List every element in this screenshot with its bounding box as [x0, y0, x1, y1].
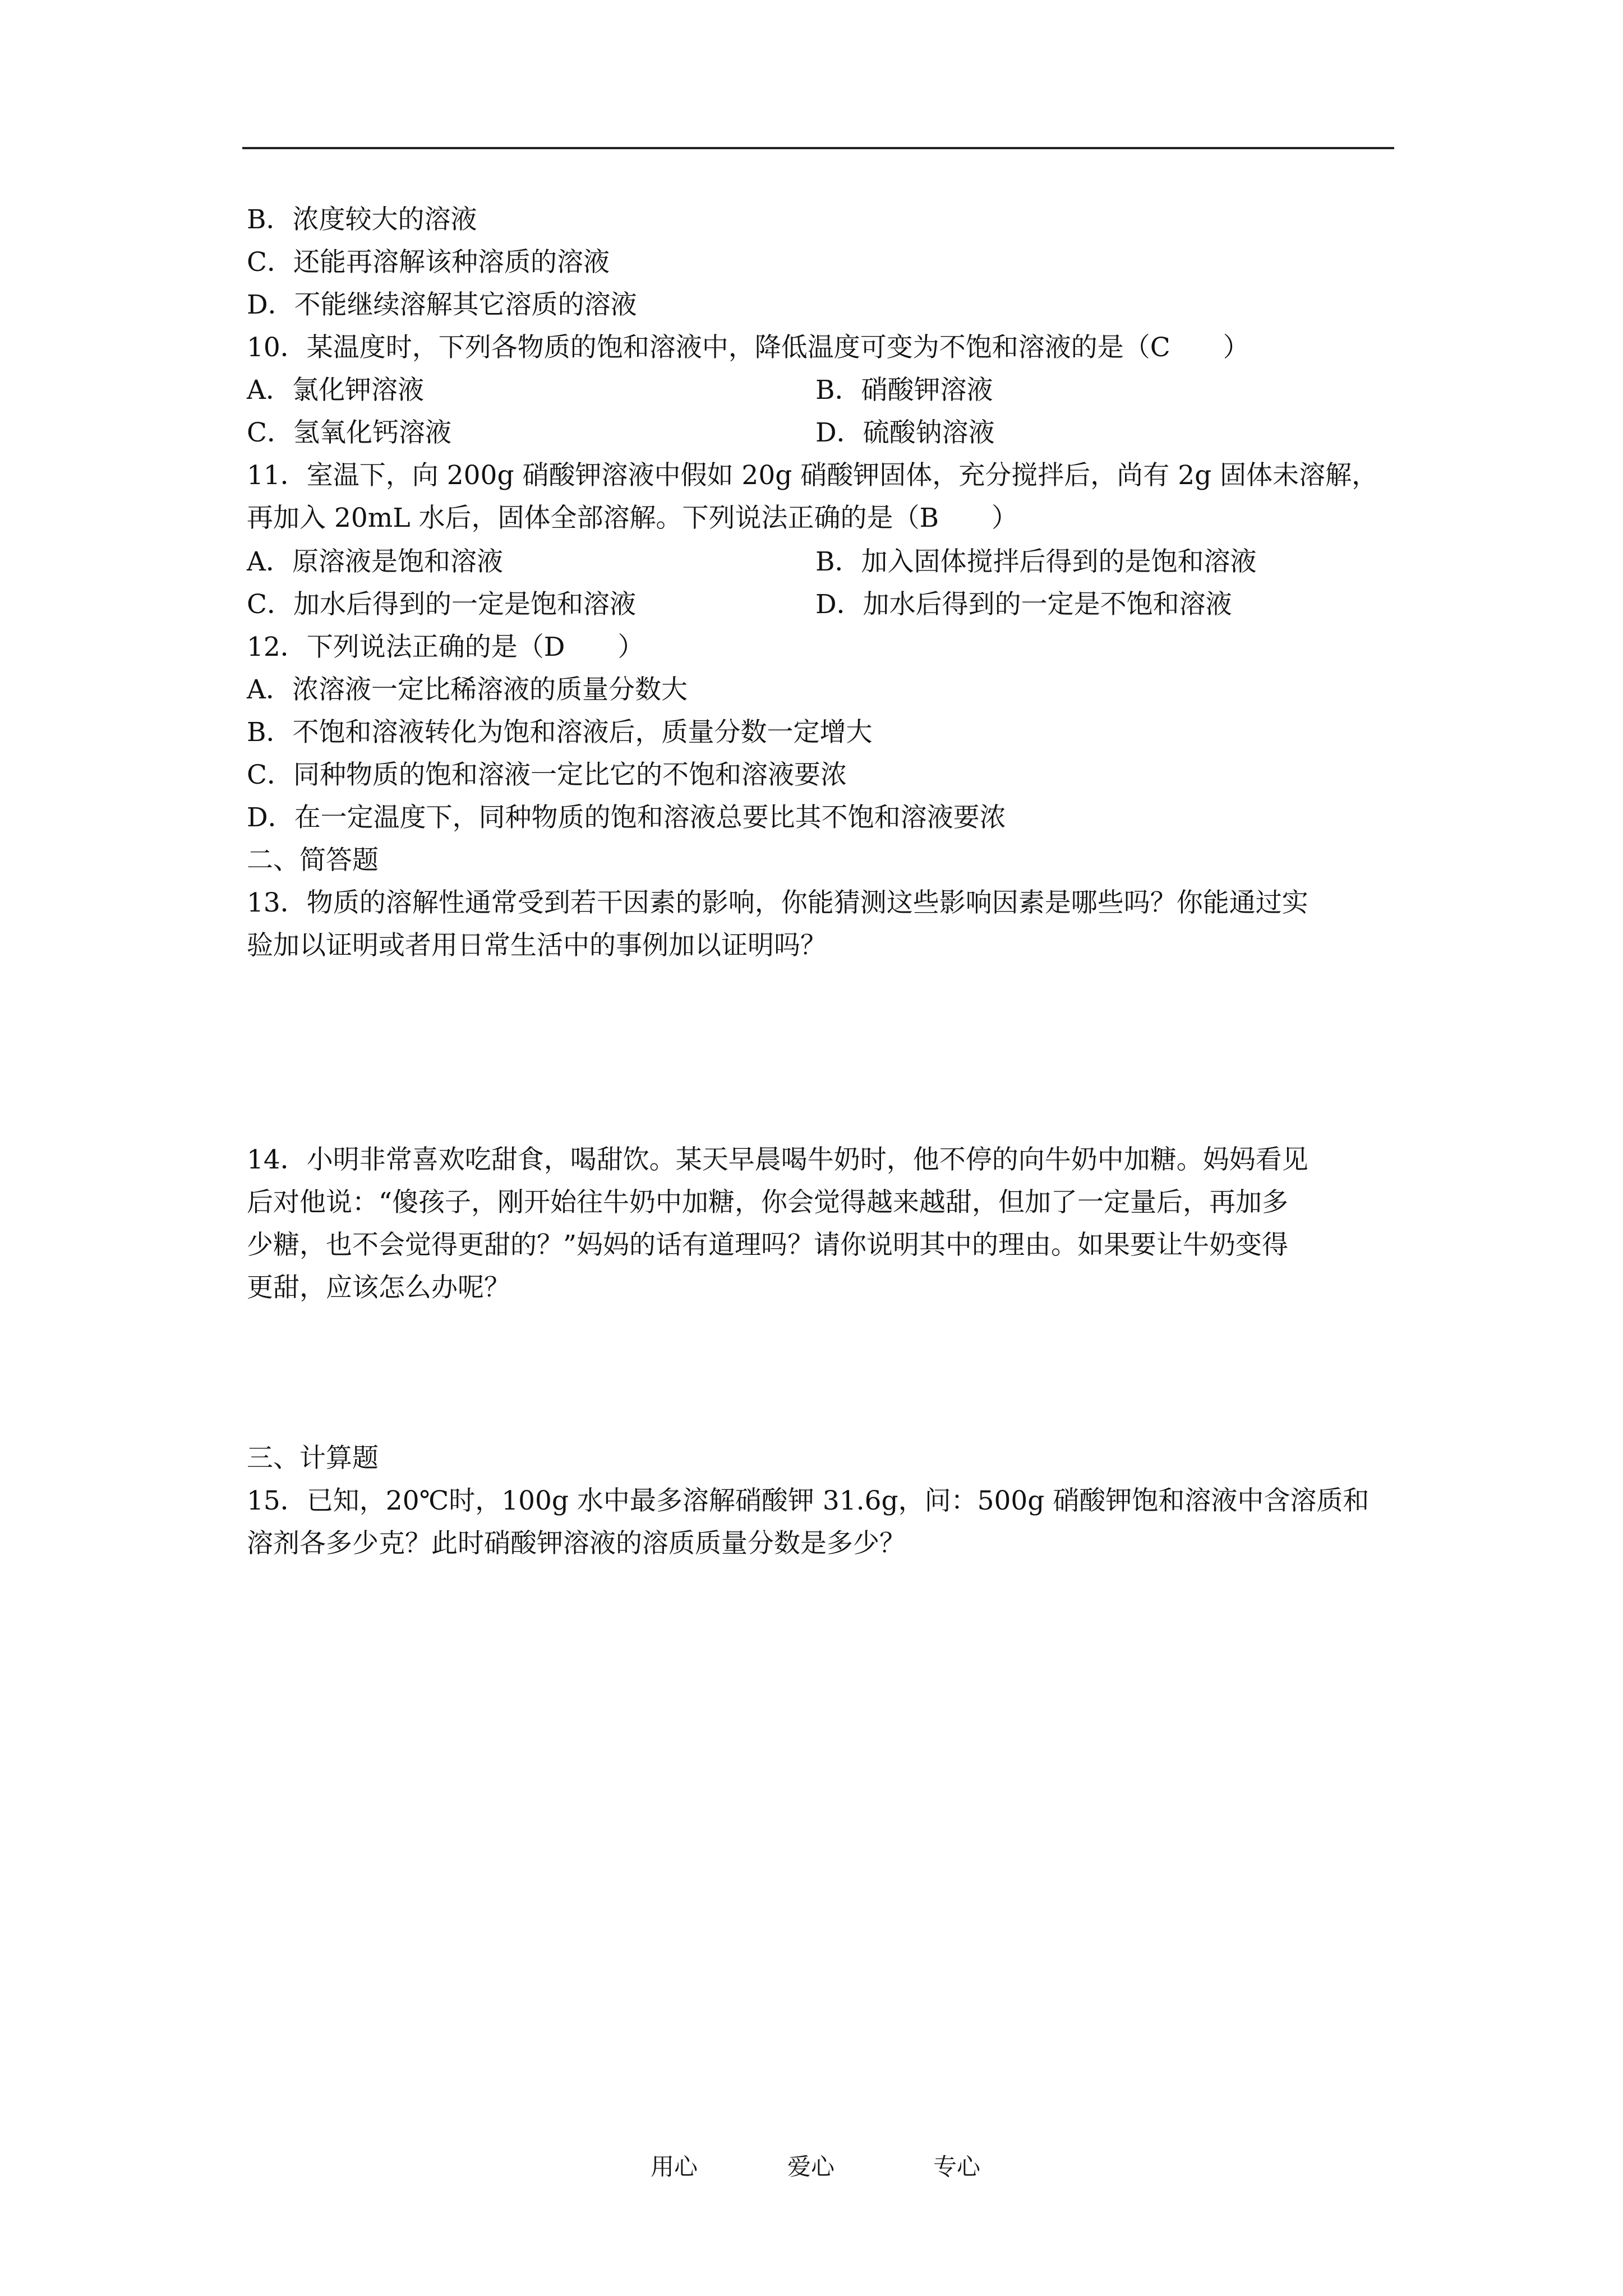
q9-option-c: C．还能再溶解该种溶质的溶液 [247, 247, 610, 278]
q14-line4: 更甜，应该怎么办呢？ [247, 1272, 510, 1303]
q9-option-d: D．不能继续溶解其它溶质的溶液 [247, 289, 637, 320]
q11-option-c: C．加水后得到的一定是饱和溶液 [247, 589, 636, 620]
section-title-calculation: 三、计算题 [247, 1443, 379, 1474]
q10-option-a: A．氯化钾溶液 [247, 375, 424, 406]
footer-item-1: 用心 [651, 2153, 698, 2180]
q10-stem: 10．某温度时，下列各物质的饱和溶液中，降低温度可变为不饱和溶液的是（C ） [247, 332, 1249, 363]
q11-stem-line1: 11．室温下，向 200g 硝酸钾溶液中假如 20g 硝酸钾固体，充分搅拌后，尚有 2g 固体未溶解， [247, 460, 1378, 491]
q12-option-d: D．在一定温度下，同种物质的饱和溶液总要比其不饱和溶液要浓 [247, 802, 1006, 833]
q14-line3: 少糖，也不会觉得更甜的？”妈妈的话有道理吗？请你说明其中的理由。如果要让牛奶变得 [247, 1230, 1289, 1260]
q12-option-b: B．不饱和溶液转化为饱和溶液后，质量分数一定增大 [247, 717, 873, 748]
q11-option-d: D．加水后得到的一定是不饱和溶液 [815, 589, 1232, 620]
q10-option-b: B．硝酸钾溶液 [815, 375, 993, 406]
section-title-short-answer: 二、简答题 [247, 845, 379, 876]
q11-stem-line2: 再加入 20mL 水后，固体全部溶解。下列说法正确的是（B ） [247, 503, 1018, 533]
q10-option-d: D．硫酸钠溶液 [815, 417, 995, 448]
q12-option-c: C．同种物质的饱和溶液一定比它的不饱和溶液要浓 [247, 760, 847, 790]
q15-line2: 溶剂各多少克？此时硝酸钾溶液的溶质质量分数是多少？ [247, 1528, 906, 1559]
footer-item-3: 专心 [933, 2153, 981, 2180]
q11-option-a: A．原溶液是饱和溶液 [247, 546, 503, 577]
q13-line1: 13．物质的溶解性通常受到若干因素的影响，你能猜测这些影响因素是哪些吗？你能通过实 [247, 887, 1308, 918]
q14-line1: 14．小明非常喜欢吃甜食，喝甜饮。某天早晨喝牛奶时，他不停的向牛奶中加糖。妈妈看见 [247, 1144, 1308, 1175]
q12-stem: 12．下列说法正确的是（D ） [247, 632, 644, 662]
q10-option-c: C．氢氧化钙溶液 [247, 417, 451, 448]
q12-option-a: A．浓溶液一定比稀溶液的质量分数大 [247, 674, 688, 705]
footer-item-2: 爱心 [787, 2153, 835, 2180]
q11-option-b: B．加入固体搅拌后得到的是饱和溶液 [815, 546, 1257, 577]
q15-line1: 15．已知，20℃时，100g 水中最多溶解硝酸钾 31.6g，问：500g 硝酸钾饱和溶液中含溶质和 [247, 1485, 1370, 1516]
q13-line2: 验加以证明或者用日常生活中的事例加以证明吗？ [247, 930, 827, 961]
q9-option-b: B．浓度较大的溶液 [247, 204, 477, 235]
q14-line2: 后对他说：“傻孩子，刚开始往牛奶中加糖，你会觉得越来越甜，但加了一定量后，再加多 [247, 1187, 1289, 1218]
header-rule [242, 147, 1394, 149]
